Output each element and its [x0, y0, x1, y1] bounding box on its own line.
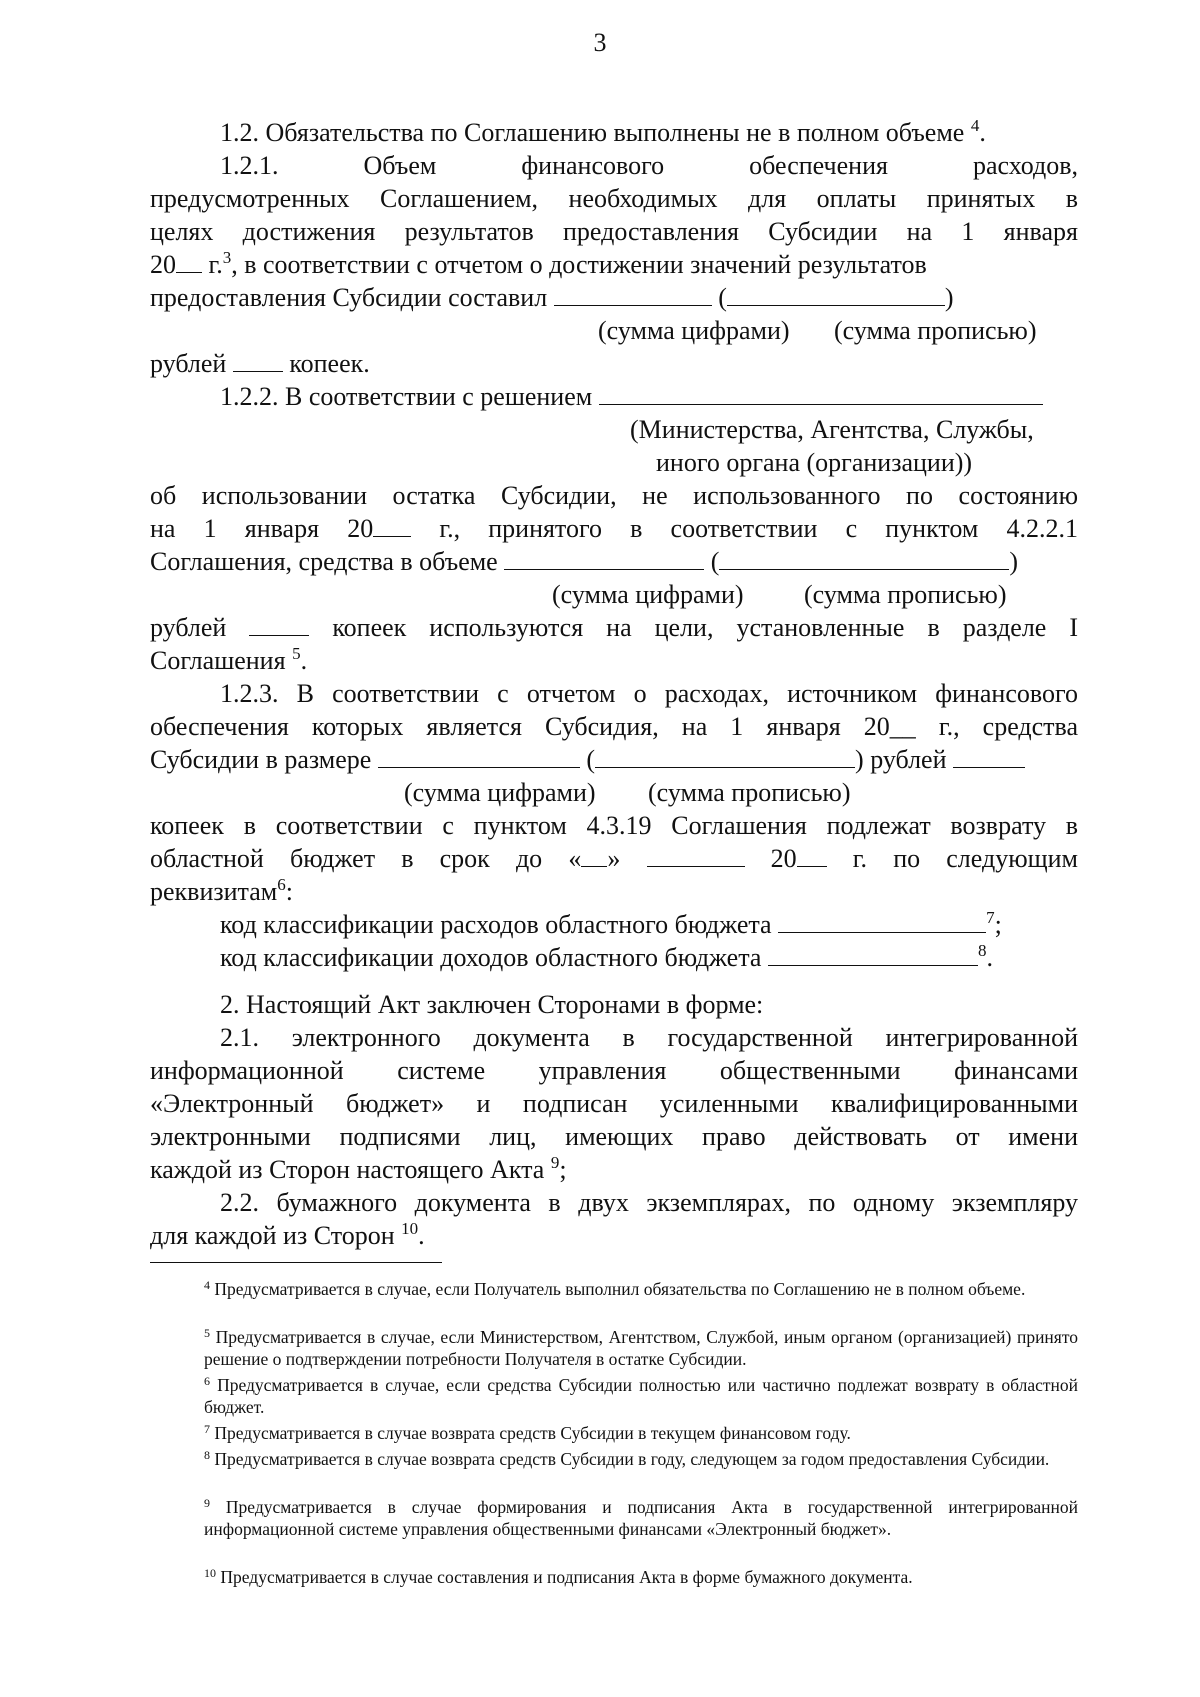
para-2-1-line5: каждой из Сторон настоящего Акта $^9$;	[150, 1153, 567, 1184]
para-1-2-2-line6: Соглашения $^5$.	[150, 644, 308, 675]
para-1-2-1-line3: целях достижения результатов предоставления Субсидии на 1 января	[150, 217, 1078, 246]
para-1-2-1-line4: 20 г.$^3$, в соответствии с отчетом о достижении значений результатов	[150, 248, 927, 279]
income-code-line: код классификации доходов областного бюджета $^8$.	[220, 941, 993, 972]
month-field[interactable]	[647, 842, 745, 867]
para-1-2-3-line4: копеек в соответствии с пунктом 4.3.19 Соглашения подлежат возврату в	[150, 811, 1078, 840]
kopecks-field[interactable]	[233, 347, 283, 372]
footnote-7: $^7$ Предусматривается в случае возврата средств Субсидии в текущем финансовом году.	[204, 1422, 851, 1443]
year-field[interactable]	[797, 842, 827, 867]
para-1-2-1-line1: 1.2.1. Объем финансового обеспечения расходов,	[220, 151, 1078, 180]
para-2-1-line2: информационной системе управления общественными финансами	[150, 1056, 1078, 1085]
para-1-2: 1.2. Обязательства по Соглашению выполнены не в полном объеме $^4$.	[220, 116, 986, 147]
caption-sum-digits: (сумма цифрами)	[404, 778, 596, 807]
caption-sum-words: (сумма прописью)	[648, 778, 851, 807]
para-1-2-2-line4: Соглашения, средства в объеме ( )	[150, 547, 1019, 576]
para-1-2-3-line1: 1.2.3. В соответствии с отчетом о расходах, источником финансового	[220, 679, 1078, 708]
caption-sum-digits: (сумма цифрами)	[598, 316, 790, 345]
caption-sum-digits: (сумма цифрами)	[552, 580, 744, 609]
caption-ministry: (Министерства, Агентства, Службы,	[630, 415, 1034, 444]
kopecks-field[interactable]	[953, 743, 1025, 768]
para-1-2-1-line2: предусмотренных Соглашением, необходимых для оплаты принятых в	[150, 184, 1078, 213]
para-1-2-2-line2: об использовании остатка Субсидии, не использованного по состоянию	[150, 481, 1078, 510]
para-2-1-line1: 2.1. электронного документа в государственной интегрированной	[220, 1023, 1078, 1052]
amount-words-field[interactable]	[719, 545, 1009, 570]
para-1-2-3-line5: областной бюджет в срок до « » 20 г. по следующим	[150, 844, 1079, 873]
footnote-9: $^9$ Предусматривается в случае формирования и подписания Акта в государственной интегрированной информационной системе управления общественными финансами «Электронный бюджет».	[204, 1496, 1079, 1539]
para-2-1-line4: электронными подписями лиц, имеющих право действовать от имени	[150, 1122, 1078, 1151]
para-2-2-line1: 2.2. бумажного документа в двух экземплярах, по одному экземпляру	[220, 1188, 1078, 1217]
expense-code-line: код классификации расходов областного бюджета $^7$;	[220, 908, 1002, 939]
page-number: 3	[593, 28, 607, 57]
para-2-2-line2: для каждой из Сторон $^{10}$.	[150, 1219, 425, 1250]
amount-digits-field[interactable]	[504, 545, 704, 570]
expense-code-field[interactable]	[778, 908, 986, 933]
caption-sum-words: (сумма прописью)	[834, 316, 1037, 345]
footnote-6: $^6$ Предусматривается в случае, если средства Субсидии полностью или частично подлежат возврату в областной бюджет.	[204, 1374, 1079, 1417]
para-2-1-line3: «Электронный бюджет» и подписан усиленными квалифицированными	[150, 1089, 1078, 1118]
para-1-2-3-line3: Субсидии в размере ( ) рублей	[150, 743, 1078, 776]
para-1-2-1-line5: предоставления Субсидии составил ( )	[150, 283, 954, 312]
para-1-2-2-line3: на 1 января 20 г., принятого в соответствии с пунктом 4.2.2.1	[150, 514, 1079, 543]
para-1-2-3-line2: обеспечения которых является Субсидия, на 1 января 20__ г., средства	[150, 712, 1078, 741]
day-field[interactable]	[581, 842, 607, 867]
para-1-2-3-line6: реквизитам$^6$:	[150, 875, 293, 906]
footnote-separator	[150, 1262, 442, 1263]
footnote-8: $^8$ Предусматривается в случае возврата средств Субсидии в году, следующем за годом предоставления Субсидии.	[204, 1448, 1050, 1469]
amount-words-field[interactable]	[727, 281, 945, 306]
para-1-2-2-line1: 1.2.2. В соответствии с решением	[220, 380, 1078, 413]
para-1-2-2-line5: рублей копеек используются на цели, установленные в разделе I	[150, 613, 1079, 642]
caption-other-body: иного органа (организации))	[656, 448, 973, 477]
kopecks-field[interactable]	[249, 611, 309, 636]
amount-words-field[interactable]	[595, 743, 855, 768]
footnote-5: $^5$ Предусматривается в случае, если Министерством, Агентством, Службой, иным органом (организацией) принято решение о подтверждении потребности Получателя в остатке Субсидии.	[204, 1326, 1079, 1369]
footnote-10: $^{10}$ Предусматривается в случае составления и подписания Акта в форме бумажного документа.	[204, 1566, 913, 1587]
caption-sum-words: (сумма прописью)	[804, 580, 1007, 609]
amount-digits-field[interactable]	[378, 743, 580, 768]
amount-digits-field[interactable]	[554, 281, 712, 306]
footnote-4: $^4$ Предусматривается в случае, если Получатель выполнил обязательства по Соглашению не в полном объеме.	[204, 1278, 1026, 1299]
decision-field[interactable]	[599, 380, 1043, 405]
para-2: 2. Настоящий Акт заключен Сторонами в форме:	[220, 990, 764, 1019]
para-1-2-1-line6: рублей копеек.	[150, 349, 370, 378]
footnote-ref-4: 4	[970, 116, 980, 135]
income-code-field[interactable]	[768, 941, 978, 966]
